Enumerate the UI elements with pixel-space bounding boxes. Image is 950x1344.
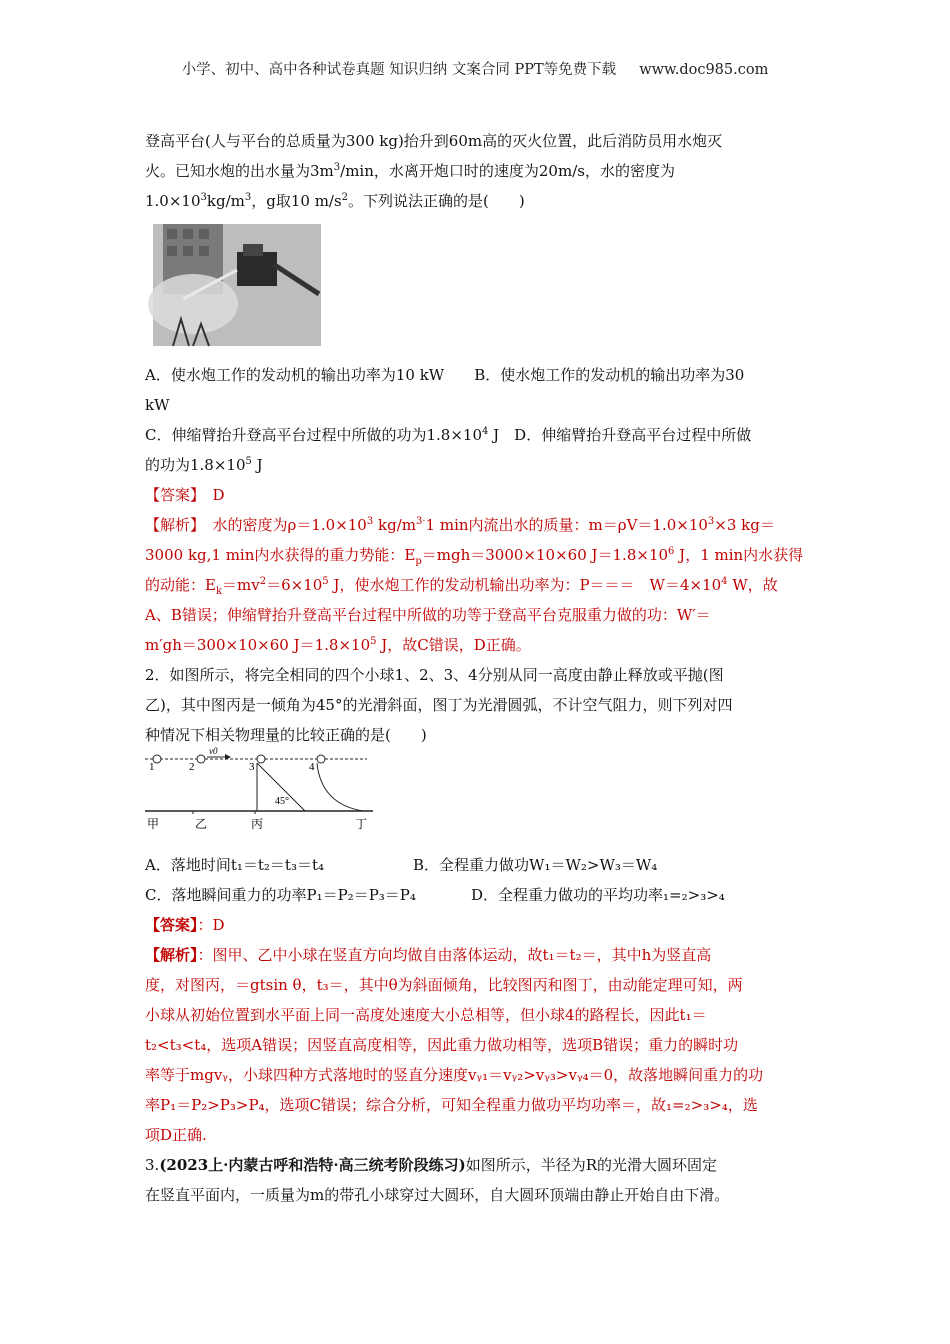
v0-label: v0 xyxy=(209,746,218,756)
q1-option-c-d: C．伸缩臂抬升登高平台过程中所做的功为$1.8\times 10^4$ J D．伸缩臂抬升登高平台过程中所做 的功为$1.8\times 10^5$ J xyxy=(145,426,752,474)
q1-option-b[interactable]: B．使水炮工作的发动机的输出功率为30 xyxy=(474,366,745,384)
q2-option-d[interactable]: D．全程重力做功的平均功率₁=₂>₃>₄ xyxy=(471,886,725,904)
fire-truck-photo xyxy=(153,224,321,346)
q3-stem: 3.(2023上·内蒙古呼和浩特·高三统考阶段练习)如图所示，半径为R的光滑大圆环固定 在竖直平面内，一质量为m的带孔小球穿过大圆环，自大圆环顶端由静止开始自由下滑。 xyxy=(145,1156,730,1204)
q1-option-a[interactable]: A．使水炮工作的发动机的输出功率为10 kW xyxy=(145,366,445,384)
ball-label-1: 1 xyxy=(149,761,155,773)
q1-option-d[interactable]: D．伸缩臂抬升登高平台过程中所做 xyxy=(514,426,752,444)
q2-option-c[interactable]: C．落地瞬间重力的功率P₁＝P₂＝P₃＝P₄ xyxy=(145,886,416,904)
header-text: 小学、初中、高中各种试卷真题 知识归纳 文案合同 PPT等免费下载 xyxy=(181,62,617,78)
q1-option-a-b: A．使水炮工作的发动机的输出功率为10 kW B．使水炮工作的发动机的输出功率为30 kW xyxy=(145,366,745,414)
panel-label-ding: 丁 xyxy=(355,817,368,831)
q1-stem: 登高平台(人与平台的总质量为300 kg)抬升到60m高的灭火位置，此后消防员用水炮灭 火。已知水炮的出水量为$3m^3/\min$，水离开炮口时的速度为20m/s，水的密度为 $1.0\times 10^3kg/m^3$，g取10 $m/s^2$。下列说法正确的是( ) xyxy=(145,132,723,210)
page-header xyxy=(0,58,950,79)
q2-option-b[interactable]: B．全程重力做功W₁＝W₂>W₃＝W₄ xyxy=(413,856,658,874)
panel-label-bing: 丙 xyxy=(251,817,264,831)
q2-option-a[interactable]: A．落地时间t₁＝t₂＝t₃＝t₄ xyxy=(145,856,324,874)
q1-option-c[interactable]: C．伸缩臂抬升登高平台过程中所做的功为$1.8\times 10^4$ J xyxy=(145,426,500,444)
q2-analysis: 【解析】：图甲、乙中小球在竖直方向均做自由落体运动，故t₁＝t₂＝，其中h为竖直高 度，对图丙，＝gtsin θ，t₃＝，其中θ为斜面倾角，比较图丙和图丁，由动能定理可知，两 小球从初始位置到水平面上同一高度处速度大小总相等，但小球4的路程长，因此t₁＝ t₂<t₃<t₄，选项A错误；因竖直高度相等，因此重力做功相等，选项B错误；重力的瞬时功 率等于mgvᵧ，小球四种方式落地时的竖直分速度vᵧ₁＝vᵧ₂>vᵧ₃>vᵧ₄＝0，故落地瞬间重力的功 率P₁＝P₂>P₃>P₄，选项C错误；综合分析，可知全程重力做功平均功率＝，故₁=₂>₃>₄，选 项D正确. xyxy=(145,946,764,1144)
ball-label-4: 4 xyxy=(309,761,315,773)
header-url[interactable]: www.doc985.com xyxy=(639,62,769,78)
q2-answer: 【答案】：D xyxy=(145,916,225,934)
q2-stem: 2．如图所示，将完全相同的四个小球1、2、3、4分别从同一高度由静止释放或平抛(图 乙)，其中图丙是一倾角为45°的光滑斜面，图丁为光滑圆弧，不计空气阻力，则下列对四 种情况下相关物理量的比较正确的是( ) xyxy=(145,666,733,744)
ball-label-2: 2 xyxy=(189,761,195,773)
photo-illustration xyxy=(153,224,321,346)
q1-analysis: 【解析】 水的密度为$\rho=1.0\times 10^3$ $kg/m^{3\cdot}1$ min内流出水的质量：$m=\rho V=1.0\times 10^3\times 3$ kg＝ 3000 kg,1 min内水获得的重力势能：$E_p=mgh=3000\times 10\times 60$ $J=1.8\times 10^6$ J，1 min内水获得 的动能：$E_k=mv^2=6\times 10^5$ J，使水炮工作的发动机输出功率为：P＝＝＝ $W=4\times 10^4$ W，故 A、B错误；伸缩臂抬升登高平台过程中所做的功等于登高平台克服重力做的功：W′＝ m′gh＝300×10×60 $J=1.8\times 10^5$ J，故C错误，D正确。 xyxy=(145,516,804,654)
q2-diagram xyxy=(145,746,375,834)
panel-label-yi: 乙 xyxy=(195,817,208,831)
q2-options-ab xyxy=(145,850,807,880)
q2-options-cd xyxy=(145,880,807,910)
ball-label-3: 3 xyxy=(249,761,255,773)
panel-label-jia: 甲 xyxy=(147,817,160,831)
q1-answer: 【答案】 D xyxy=(145,486,225,504)
document-body xyxy=(145,126,807,1210)
angle-label: 45° xyxy=(275,796,289,807)
